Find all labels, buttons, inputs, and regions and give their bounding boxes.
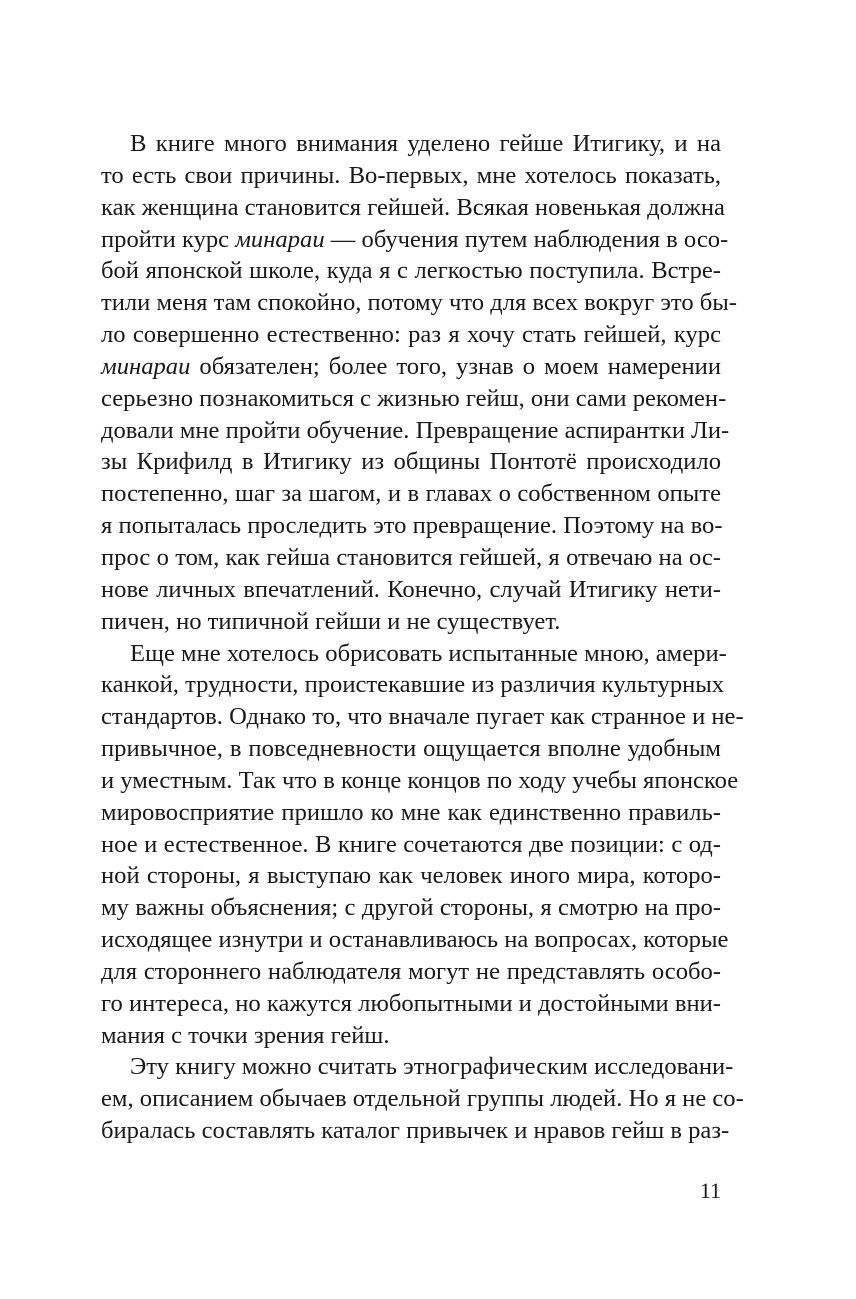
text-line <box>101 160 721 192</box>
text-run: как женщина становится гейшей. Всякая новенькая должна <box>101 193 725 221</box>
text-run: ное и естественное. В книге сочетаются две позиции: с од- <box>101 830 721 858</box>
text-run: зы Крифилд в Итигику из общины Понтотё происходило <box>101 448 721 476</box>
text-run: обязателен; более того, узнав о моем намерении <box>190 352 721 380</box>
text-line <box>101 510 721 542</box>
text-run: мировосприятие пришло ко мне как единственно правиль- <box>101 798 721 826</box>
text-run: го интереса, но кажутся любопытными и достойными вни- <box>101 989 721 1017</box>
text-run: бой японской школе, куда я с легкостью поступила. Встре- <box>101 257 721 285</box>
text-line <box>101 224 729 256</box>
text-line <box>101 446 721 478</box>
text-run: — обучения путем наблюдения в осо- <box>324 225 729 253</box>
text-run: Эту книгу можно считать этнографическим исследовани- <box>130 1053 734 1081</box>
text-line <box>101 478 721 510</box>
text-line <box>101 892 721 924</box>
text-run: пройти курс <box>101 225 236 253</box>
text-line <box>101 1083 744 1115</box>
text-line <box>101 351 721 383</box>
text-line <box>101 765 739 797</box>
text-run: серьезно познакомиться с жизнью гейш, они сами рекомен- <box>101 384 727 412</box>
text-line <box>101 638 727 670</box>
text-run: я попыталась проследить это превращение. Поэтому на во- <box>101 512 723 540</box>
text-line <box>101 797 721 829</box>
text-run: биралась составлять каталог привычек и нравов гейш в раз- <box>101 1117 730 1145</box>
text-line <box>101 1020 721 1052</box>
italic-term: минараи <box>235 225 325 253</box>
text-line <box>101 542 721 574</box>
text-run: прос о том, как гейша становится гейшей, я отвечаю на ос- <box>101 543 721 571</box>
text-line <box>101 128 721 160</box>
body-text <box>101 128 744 1147</box>
text-run: ем, описанием обычаев отдельной группы людей. Но я не со- <box>101 1085 744 1113</box>
text-line <box>101 829 721 861</box>
text-run: мания с точки зрения гейш. <box>101 1021 390 1049</box>
text-run: исходящее изнутри и останавливаюсь на вопросах, которые <box>101 926 729 954</box>
text-line <box>101 956 721 988</box>
text-line <box>101 924 729 956</box>
text-line <box>101 988 721 1020</box>
text-line <box>101 383 727 415</box>
text-line <box>101 1051 734 1083</box>
text-run: Еще мне хотелось обрисовать испытанные мною, амери- <box>130 639 727 667</box>
text-line <box>101 669 725 701</box>
text-line <box>101 606 721 638</box>
text-run: пичен, но типичной гейши и не существует. <box>101 607 561 635</box>
text-line <box>101 860 721 892</box>
text-line <box>101 1115 730 1147</box>
text-run: тили меня там спокойно, потому что для всех вокруг это бы- <box>101 289 738 317</box>
italic-term: минараи <box>101 352 191 380</box>
text-run: стандартов. Однако то, что вначале пугает как странное и не- <box>101 703 744 731</box>
text-run: му важны объяснения; с другой стороны, я смотрю на про- <box>101 894 721 922</box>
text-line <box>101 733 721 765</box>
text-line <box>101 287 738 319</box>
text-run: В книге много внимания уделено гейше Итигику, и на <box>130 130 721 157</box>
text-line <box>101 701 744 733</box>
text-run: постепенно, шаг за шагом, и в главах о собственном опыте <box>101 480 721 508</box>
text-run: ло совершенно естественно: раз я хочу стать гейшей, курс <box>101 321 721 349</box>
text-run: довали мне пройти обучение. Превращение аспирантки Ли- <box>101 416 730 444</box>
text-run: ной стороны, я выступаю как человек иного мира, которо- <box>101 862 721 890</box>
text-line <box>101 574 721 606</box>
text-line <box>101 415 730 447</box>
text-line <box>101 192 725 224</box>
text-run: канкой, трудности, проистекавшие из различия культурных <box>101 671 725 699</box>
text-run: для стороннего наблюдателя могут не представлять особо- <box>101 957 721 985</box>
text-run: то есть свои причины. Во-первых, мне хотелось показать, <box>101 161 721 189</box>
text-run: и уместным. Так что в конце концов по ходу учебы японское <box>101 766 739 794</box>
text-run: привычное, в повседневности ощущается вполне удобным <box>101 735 721 763</box>
page-number: 11 <box>699 1178 721 1203</box>
text-line <box>101 255 721 287</box>
text-line <box>101 319 721 351</box>
text-run: нове личных впечатлений. Конечно, случай Итигику нети- <box>101 575 721 603</box>
